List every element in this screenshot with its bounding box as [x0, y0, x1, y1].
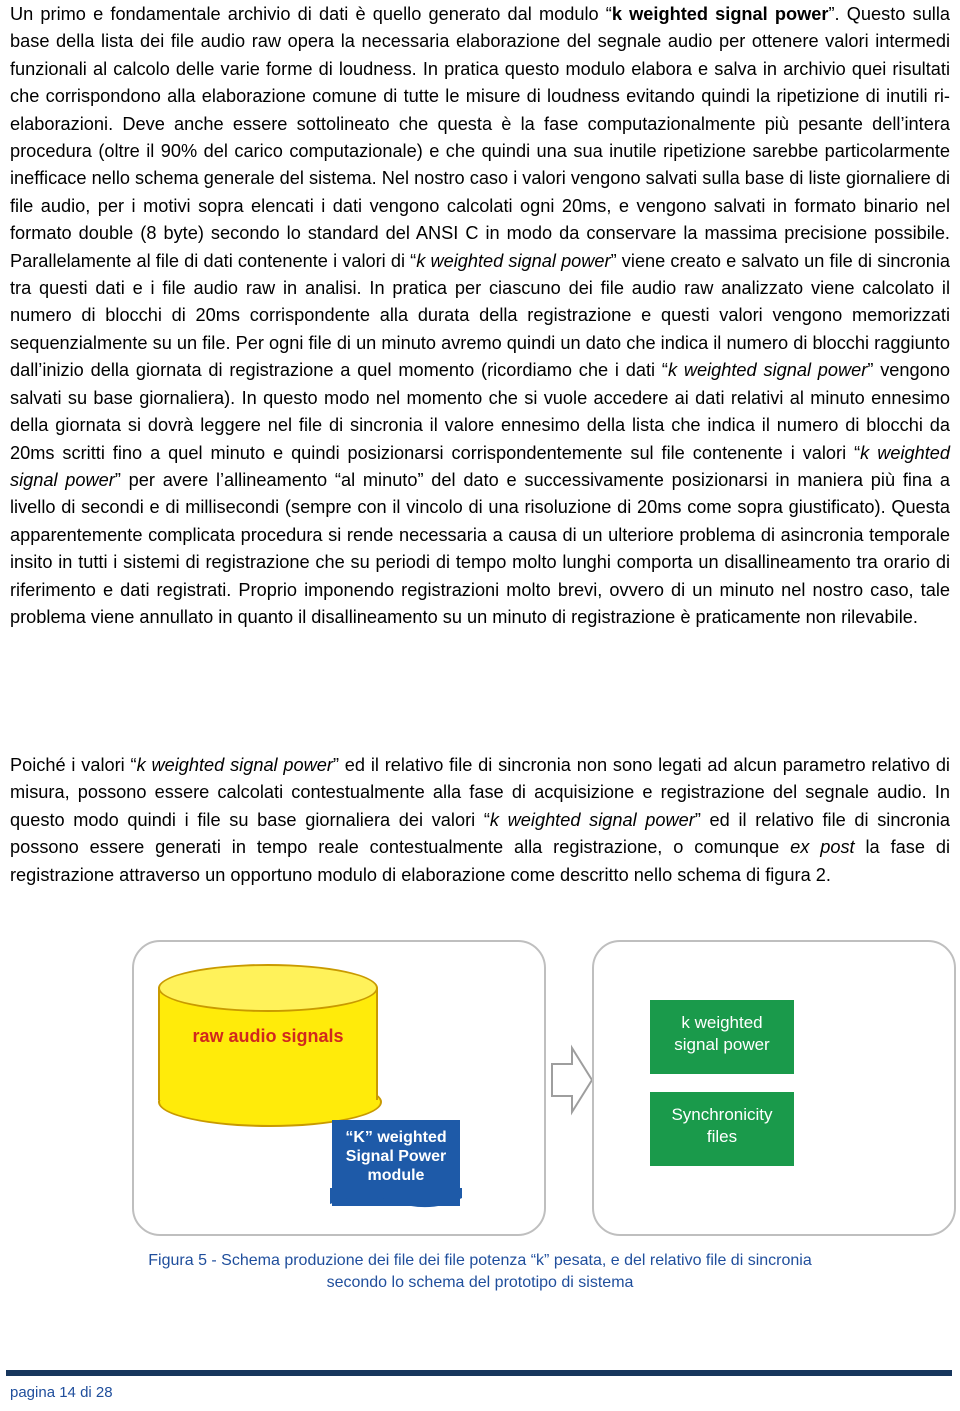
figure-diagram — [132, 940, 952, 1240]
raw-audio-label: raw audio signals — [192, 1026, 344, 1046]
output-panel — [592, 940, 956, 1236]
text-run: Questo sulla base della lista dei file audio raw opera la necessaria elaborazione del segnale audio per ottenere valori intermedi funzionali al calcolo delle varie forme di loudness. — [10, 4, 951, 79]
text-run: ” per avere l’allineamento “al minuto” del dato e successivamente posizionarsi in maniera più fina a livello di secondi e di millisecondi (sempre con il vincolo di una risoluzione di 20ms come sopra giustificato). Questa apparentemente complicata procedura si rende necessaria a causa di un ulteriore problema di asincronia temporale insito in tutti i sistemi di registrazione che su periodi di tempo molto lunghi comporta un disallineamento tra orario di riferimento e dati registrati. Proprio imponendo registrazioni molto brevi, ovvero di un minuto nel nostro caso, tale problema viene annullato in quanto il disallineamento su un minuto di registrazione è praticamente non rilevabile. — [10, 469, 951, 627]
module-label-line: module — [367, 1167, 425, 1184]
italic-term: k weighted signal power — [489, 809, 695, 830]
italic-term: k weighted signal power — [667, 360, 868, 381]
input-panel — [132, 940, 546, 1236]
italic-term: k weighted signal power — [416, 250, 611, 271]
text-run: Un primo e fondamentale archivio di dati è quello generato dal modulo “ — [10, 4, 612, 24]
module-wavy-bottom — [330, 1188, 462, 1214]
text-run: Poiché i valori “ — [10, 755, 137, 775]
text-run: ”. — [828, 4, 840, 24]
output-label-line: signal power — [674, 1035, 770, 1054]
bold-term: k weighted signal power — [611, 4, 829, 24]
body-paragraph-2 — [10, 752, 950, 889]
kweighted-output-box — [650, 1000, 794, 1074]
output-label-line: k weighted — [681, 1013, 763, 1032]
text-run: In pratica questo modulo elabora e salva in archivio quei risultati che corrispondono alla elaborazione comune di tutte le misure di loudness evitando quindi la ripetizione di inutili ri-elaborazioni. Deve anche essere sottolineato che questa è la fase computazionalmente più pesante dell’intera procedura (oltre il 90% del carico computazionale) e che quindi una sua inutile ripetizione sarebbe particolarmente inefficace nello schema generale del sistema. — [10, 58, 950, 189]
text-run: Nel nostro caso i valori vengono salvati sulla base di liste giornaliere di file audio, per i motivi sopra elencati i dati vengono calcolati ogni 20ms, e vengono salvati in formato binario nel formato double (8 byte) secondo lo standard del ANSI C in modo da conservare la massima precisione possibile. Parallelamente al file di dati contenente i valori di “ — [10, 168, 951, 271]
synchronicity-output-box — [650, 1092, 794, 1166]
output-label-line: files — [706, 1127, 738, 1146]
arrow-right-icon — [550, 1044, 594, 1116]
module-label-line: Signal Power — [345, 1148, 447, 1165]
caption-line: Figura 5 - Schema produzione dei file dei file potenza “k” pesata, e del relativo file di sincronia — [148, 1252, 812, 1269]
output-label-line: Synchronicity — [671, 1105, 773, 1124]
module-label-line: “K” weighted — [345, 1129, 447, 1146]
page-number: pagina 14 di 28 — [10, 1384, 113, 1401]
body-paragraph-1 — [10, 1, 950, 631]
text-run: la fase di registrazione attraverso un opportuno modulo di elaborazione come descritto nello schema di figura 2. — [10, 837, 950, 885]
footer-rule — [6, 1370, 952, 1376]
figure-caption — [100, 1250, 860, 1294]
text-run: ” vengono salvati su base giornaliera). In questo modo nel momento che si vuole accedere ai dati relativi al minuto ennesimo della giornata si dovrà leggere nel file di sincronia il valore ennesimo della lista che indica il numero di blocchi da 20ms scritti fino a quel minuto e quindi posizionarsi corrispondentemente sul file contenente i valori “ — [10, 360, 950, 463]
italic-term: ex post — [790, 837, 855, 858]
text-run: ” viene creato e salvato un file di sincronia tra questi dati e i file audio raw in analisi. In pratica per ciascuno dei file audio raw analizzato viene calcolato il numero di blocchi di 20ms corrispondente alla durata della registrazione e questi valori vengono memorizzati sequenzialmente su un file. Per ogni file di un minuto avremo quindi un dato che indica il numero di blocchi raggiunto dall’inizio della giornata di registrazione a quel momento (ricordiamo che i dati “ — [10, 250, 950, 381]
cylinder-top — [158, 964, 378, 1012]
caption-line: secondo lo schema del prototipo di sistema — [326, 1274, 634, 1291]
italic-term: k weighted signal power — [136, 755, 333, 775]
italic-term: k weighted signal power — [10, 442, 951, 490]
text-run: ” ed il relativo file di sincronia possono essere generati in tempo reale contestualmente alla registrazione, o comunque — [10, 809, 950, 858]
text-run: ” ed il relativo file di sincronia non sono legati ad alcun parametro relativo di misura, possono essere calcolati contestualmente alla fase di acquisizione e registrazione del segnale audio. In questo modo quindi i file su base giornaliera dei valori “ — [10, 755, 950, 830]
